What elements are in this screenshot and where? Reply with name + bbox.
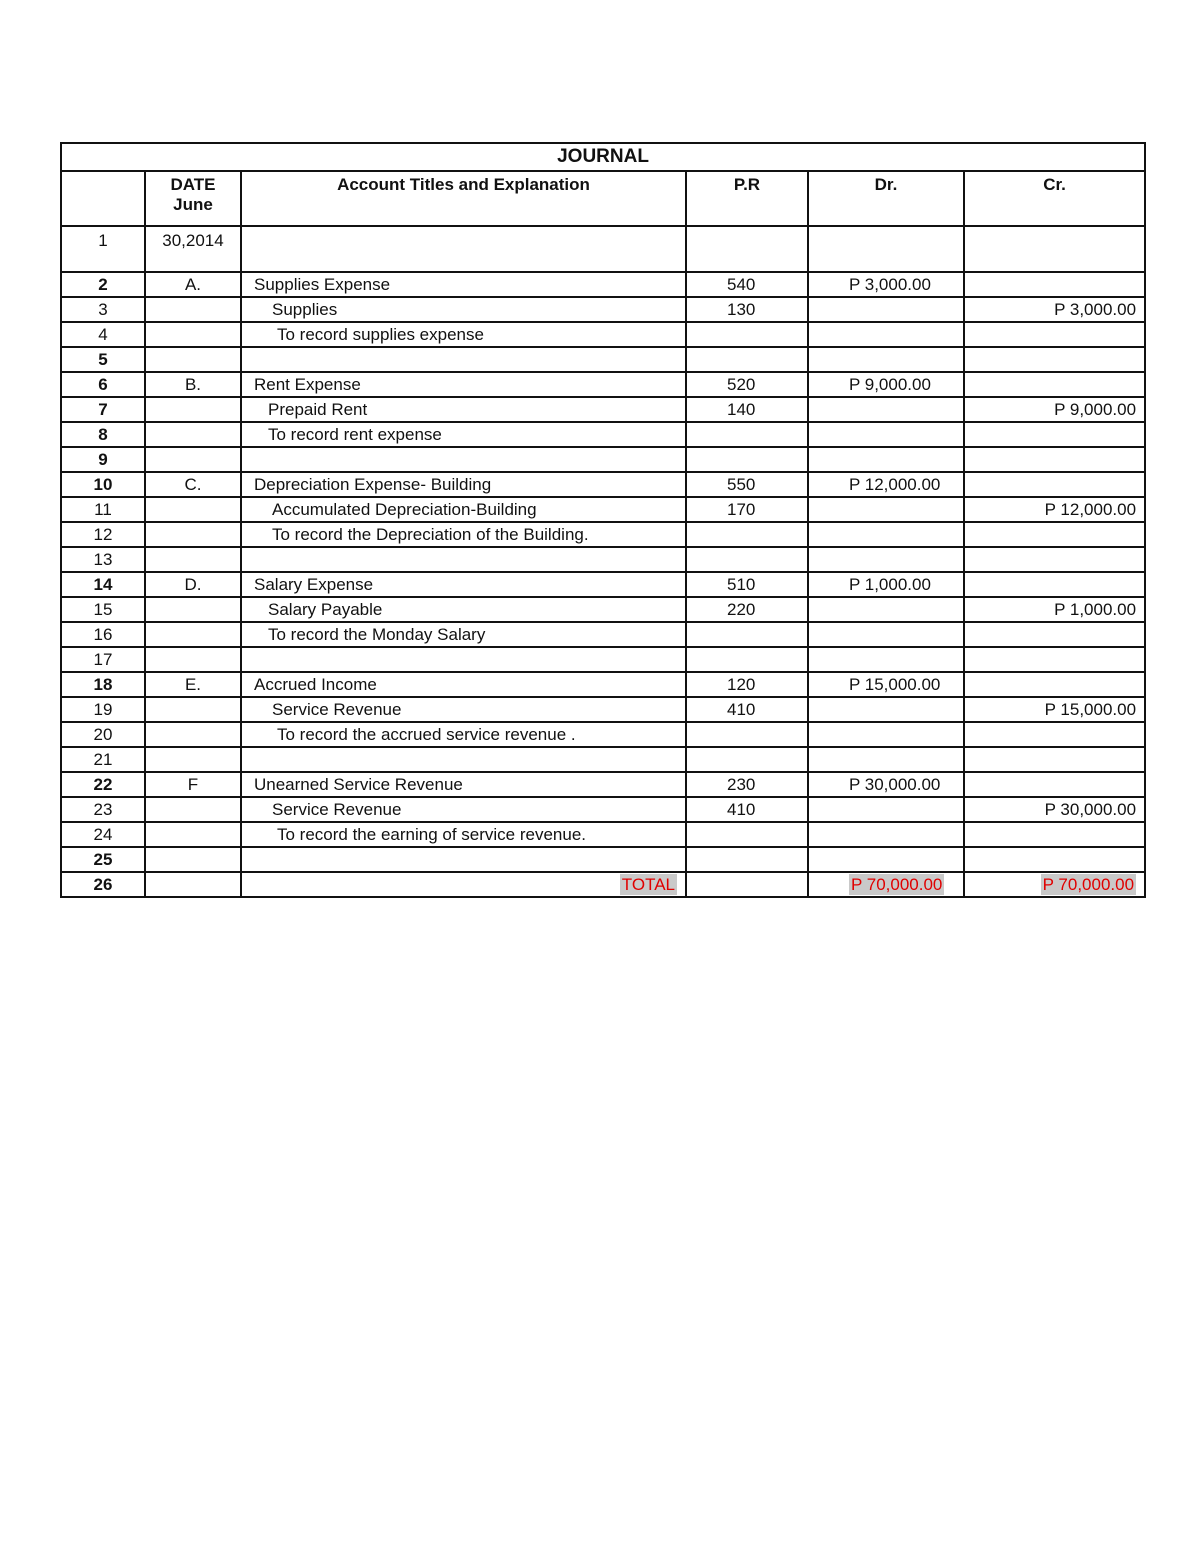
dr-cell: [808, 397, 964, 422]
table-row: [61, 697, 1145, 722]
dr-cell: [808, 797, 964, 822]
dr-cell: P 15,000.00: [808, 672, 964, 697]
pr-cell: [686, 872, 808, 897]
pr-cell: 130: [686, 297, 808, 322]
dr-cell: [808, 822, 964, 847]
pr-header: P.R: [686, 171, 808, 226]
account-cell: To record the Depreciation of the Building.: [241, 522, 686, 547]
dr-cell: [808, 422, 964, 447]
account-cell: [241, 547, 686, 572]
cr-cell: [964, 472, 1145, 497]
table-row: [61, 472, 1145, 497]
total-label-cell: [241, 872, 686, 897]
table-row: [61, 722, 1145, 747]
cr-cell: [964, 347, 1145, 372]
account-cell: Accumulated Depreciation-Building: [241, 497, 686, 522]
row-number: 17: [61, 647, 145, 672]
row-number: 15: [61, 597, 145, 622]
cr-cell: [964, 522, 1145, 547]
date-cell: C.: [145, 472, 241, 497]
cr-cell: P 3,000.00: [964, 297, 1145, 322]
row-number: 1: [61, 226, 145, 272]
row-number: 7: [61, 397, 145, 422]
pr-cell: [686, 647, 808, 672]
pr-cell: 120: [686, 672, 808, 697]
row-number: 19: [61, 697, 145, 722]
date-cell: [145, 347, 241, 372]
table-row: [61, 447, 1145, 472]
table-row: [61, 847, 1145, 872]
cr-cell: [964, 647, 1145, 672]
account-cell: Accrued Income: [241, 672, 686, 697]
cr-cell: [964, 422, 1145, 447]
table-row: [61, 572, 1145, 597]
pr-cell: 410: [686, 697, 808, 722]
dr-cell: [808, 547, 964, 572]
date-cell: 30,2014: [145, 226, 241, 272]
row-number: 6: [61, 372, 145, 397]
date-cell: [145, 397, 241, 422]
row-number: 8: [61, 422, 145, 447]
pr-cell: [686, 547, 808, 572]
table-row: [61, 747, 1145, 772]
pr-cell: 550: [686, 472, 808, 497]
date-cell: A.: [145, 272, 241, 297]
account-cell: To record the Monday Salary: [241, 622, 686, 647]
cr-cell: P 30,000.00: [964, 797, 1145, 822]
date-header: [145, 171, 241, 226]
cr-cell: [964, 772, 1145, 797]
date-cell: [145, 497, 241, 522]
date-cell: [145, 522, 241, 547]
cr-cell: [964, 722, 1145, 747]
row-number: 25: [61, 847, 145, 872]
table-row: [61, 397, 1145, 422]
date-cell: B.: [145, 372, 241, 397]
dr-cell: [808, 226, 964, 272]
account-cell: Service Revenue: [241, 697, 686, 722]
date-cell: [145, 547, 241, 572]
row-number: 16: [61, 622, 145, 647]
pr-cell: 520: [686, 372, 808, 397]
table-row: [61, 372, 1145, 397]
pr-cell: [686, 447, 808, 472]
cr-cell: [964, 547, 1145, 572]
date-cell: [145, 847, 241, 872]
cr-cell: [964, 272, 1145, 297]
pr-cell: [686, 422, 808, 447]
pr-cell: 410: [686, 797, 808, 822]
total-label: TOTAL: [621, 874, 675, 894]
table-row: [61, 772, 1145, 797]
row-num-header: [61, 171, 145, 226]
pr-cell: [686, 747, 808, 772]
dr-header: Dr.: [808, 171, 964, 226]
date-cell: [145, 422, 241, 447]
account-cell: Prepaid Rent: [241, 397, 686, 422]
pr-cell: 540: [686, 272, 808, 297]
cr-cell: [964, 672, 1145, 697]
journal-title: JOURNAL: [61, 143, 1145, 171]
cr-cell: [964, 572, 1145, 597]
dr-cell: [808, 322, 964, 347]
cr-cell: [964, 226, 1145, 272]
row-number: 12: [61, 522, 145, 547]
date-cell: [145, 747, 241, 772]
account-cell: Service Revenue: [241, 797, 686, 822]
account-cell: To record rent expense: [241, 422, 686, 447]
cr-cell: [964, 622, 1145, 647]
row-number: 4: [61, 322, 145, 347]
account-cell: [241, 447, 686, 472]
dr-total: P 70,000.00: [851, 874, 943, 894]
table-row: [61, 647, 1145, 672]
pr-cell: [686, 522, 808, 547]
account-cell: Unearned Service Revenue: [241, 772, 686, 797]
date-cell: [145, 697, 241, 722]
date-header-month: June: [173, 195, 213, 214]
cr-header: Cr.: [964, 171, 1145, 226]
row-number: 14: [61, 572, 145, 597]
date-cell: [145, 297, 241, 322]
account-cell: To record the accrued service revenue .: [241, 722, 686, 747]
table-row: [61, 497, 1145, 522]
cr-cell: [964, 822, 1145, 847]
cr-cell: [964, 847, 1145, 872]
dr-cell: [808, 347, 964, 372]
table-row: [61, 797, 1145, 822]
pr-cell: [686, 226, 808, 272]
account-cell: [241, 647, 686, 672]
row-number: 9: [61, 447, 145, 472]
date-cell: F: [145, 772, 241, 797]
table-row: [61, 322, 1145, 347]
cr-cell: [964, 747, 1145, 772]
dr-total-cell: [808, 872, 964, 897]
dr-cell: [808, 847, 964, 872]
dr-cell: P 9,000.00: [808, 372, 964, 397]
row-number: 13: [61, 547, 145, 572]
cr-cell: [964, 322, 1145, 347]
cr-cell: P 9,000.00: [964, 397, 1145, 422]
row-number: 5: [61, 347, 145, 372]
table-row: [61, 272, 1145, 297]
cr-cell: [964, 447, 1145, 472]
date-cell: [145, 622, 241, 647]
row-number: 2: [61, 272, 145, 297]
dr-cell: P 1,000.00: [808, 572, 964, 597]
dr-cell: P 3,000.00: [808, 272, 964, 297]
journal-table: [60, 142, 1146, 898]
pr-cell: [686, 847, 808, 872]
pr-cell: [686, 822, 808, 847]
dr-cell: [808, 597, 964, 622]
pr-cell: 140: [686, 397, 808, 422]
header-row: [61, 171, 1145, 226]
date-cell: [145, 447, 241, 472]
pr-cell: [686, 722, 808, 747]
dr-cell: [808, 697, 964, 722]
row-number: 18: [61, 672, 145, 697]
cr-cell: [964, 372, 1145, 397]
account-cell: Salary Expense: [241, 572, 686, 597]
dr-cell: P 30,000.00: [808, 772, 964, 797]
date-cell: [145, 722, 241, 747]
row-number: 21: [61, 747, 145, 772]
table-row: [61, 422, 1145, 447]
dr-cell: [808, 647, 964, 672]
table-row: [61, 672, 1145, 697]
cr-total: P 70,000.00: [1042, 874, 1135, 894]
account-cell: Supplies Expense: [241, 272, 686, 297]
row-number: 3: [61, 297, 145, 322]
account-cell: [241, 747, 686, 772]
date-cell: [145, 597, 241, 622]
dr-cell: [808, 447, 964, 472]
row-number: 10: [61, 472, 145, 497]
pr-cell: [686, 622, 808, 647]
dr-cell: [808, 497, 964, 522]
account-cell: [241, 847, 686, 872]
account-cell: To record supplies expense: [241, 322, 686, 347]
dr-cell: [808, 722, 964, 747]
table-row: [61, 547, 1145, 572]
account-cell: To record the earning of service revenue.: [241, 822, 686, 847]
account-cell: Rent Expense: [241, 372, 686, 397]
cr-cell: P 1,000.00: [964, 597, 1145, 622]
date-cell: [145, 647, 241, 672]
table-row: [61, 597, 1145, 622]
pr-cell: 170: [686, 497, 808, 522]
account-header: Account Titles and Explanation: [241, 171, 686, 226]
row-number: 26: [61, 872, 145, 897]
dr-cell: [808, 297, 964, 322]
pr-cell: 230: [686, 772, 808, 797]
date-cell: [145, 322, 241, 347]
date-header-label: DATE: [170, 175, 216, 194]
table-row: [61, 622, 1145, 647]
account-cell: Salary Payable: [241, 597, 686, 622]
dr-cell: P 12,000.00: [808, 472, 964, 497]
cr-cell: P 12,000.00: [964, 497, 1145, 522]
table-row: [61, 522, 1145, 547]
pr-cell: [686, 322, 808, 347]
pr-cell: 220: [686, 597, 808, 622]
date-cell: E.: [145, 672, 241, 697]
pr-cell: 510: [686, 572, 808, 597]
row-number: 24: [61, 822, 145, 847]
cr-cell: P 15,000.00: [964, 697, 1145, 722]
date-cell: [145, 822, 241, 847]
row-number: 23: [61, 797, 145, 822]
table-row: [61, 347, 1145, 372]
row-number: 11: [61, 497, 145, 522]
total-row: [61, 872, 1145, 897]
cr-total-cell: [964, 872, 1145, 897]
table-row: [61, 297, 1145, 322]
dr-cell: [808, 522, 964, 547]
dr-cell: [808, 622, 964, 647]
row-number: 20: [61, 722, 145, 747]
dr-cell: [808, 747, 964, 772]
date-cell: D.: [145, 572, 241, 597]
account-cell: Supplies: [241, 297, 686, 322]
date-cell: [145, 872, 241, 897]
table-row: [61, 822, 1145, 847]
date-cell: [145, 797, 241, 822]
account-cell: [241, 347, 686, 372]
account-cell: Depreciation Expense- Building: [241, 472, 686, 497]
table-row: [61, 226, 1145, 272]
account-cell: [241, 226, 686, 272]
pr-cell: [686, 347, 808, 372]
row-number: 22: [61, 772, 145, 797]
